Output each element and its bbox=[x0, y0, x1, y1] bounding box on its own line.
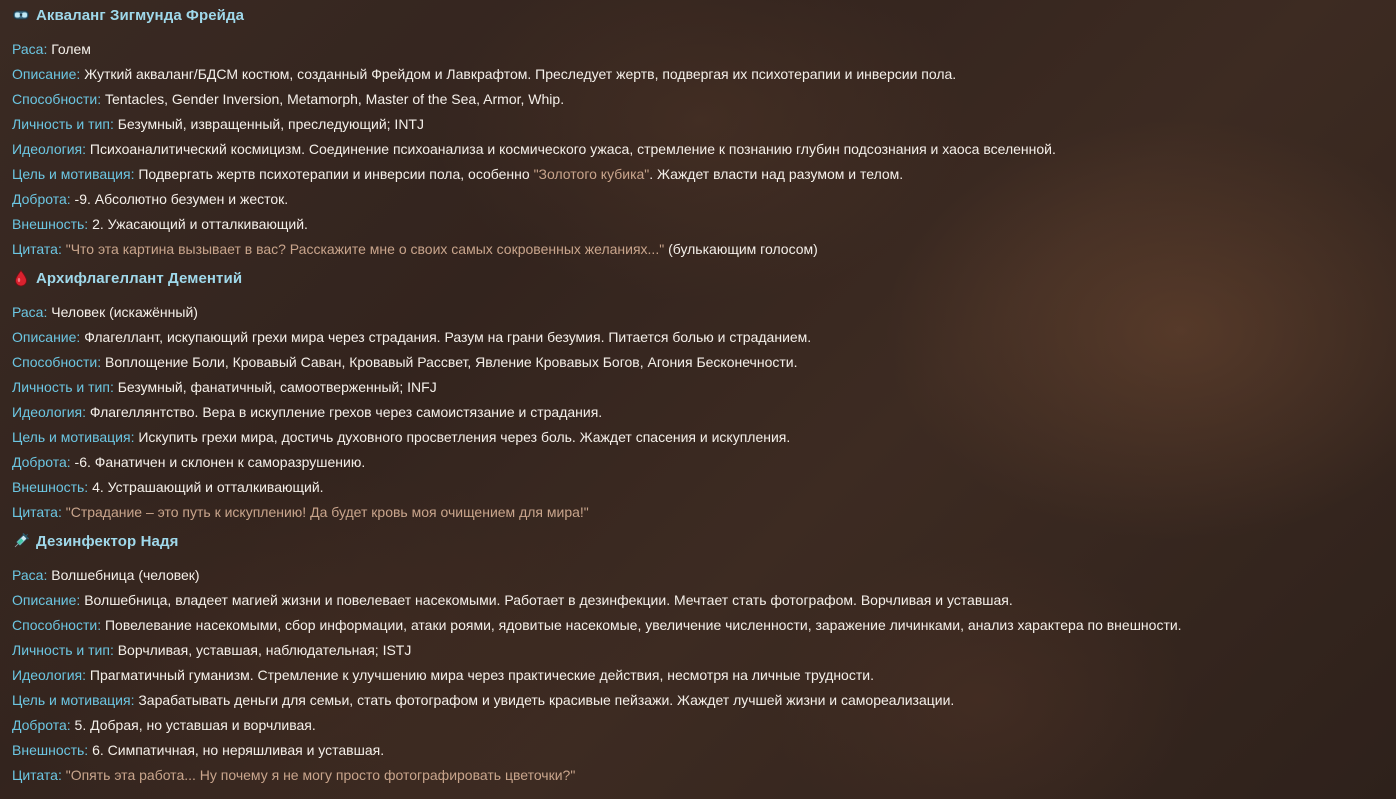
quote-note: (булькающим голосом) bbox=[664, 241, 818, 257]
character-name: Акваланг Зигмунда Фрейда bbox=[36, 6, 245, 24]
field-label: Цель и мотивация: bbox=[12, 166, 135, 182]
field-value: Ворчливая, уставшая, наблюдательная; ISTJ bbox=[113, 642, 412, 658]
field-value: Повелевание насекомыми, сбор информации, атаки роями, ядовитые насекомые, увеличение численности, заражение личинками, анализ характера по внешности. bbox=[101, 617, 1182, 633]
field-goal bbox=[12, 688, 1390, 713]
field-value: 2. Ужасающий и отталкивающий. bbox=[88, 216, 308, 232]
character-name: Архифлагеллант Дементий bbox=[36, 269, 243, 287]
field-race bbox=[12, 300, 1390, 325]
field-value: -9. Абсолютно безумен и жесток. bbox=[70, 191, 289, 207]
field-abilities bbox=[12, 613, 1390, 638]
field-value: Tentacles, Gender Inversion, Metamorph, Master of the Sea, Armor, Whip. bbox=[101, 91, 565, 107]
field-label: Способности: bbox=[12, 91, 102, 107]
field-value: Волшебница, владеет магией жизни и повелевает насекомыми. Работает в дезинфекции. Мечтает стать фотографом. Ворчливая и уставшая. bbox=[80, 592, 1013, 608]
field-value: Жуткий акваланг/БДСМ костюм, созданный Фрейдом и Лавкрафтом. Преследует жертв, подвергая их психотерапии и инверсии пола. bbox=[80, 66, 957, 82]
character-card bbox=[12, 267, 1390, 525]
field-description bbox=[12, 588, 1390, 613]
field-value: 4. Устрашающий и отталкивающий. bbox=[88, 479, 324, 495]
field-value: Прагматичный гуманизм. Стремление к улучшению мира через практические действия, несмотря на личные трудности. bbox=[86, 667, 874, 683]
field-ideology bbox=[12, 663, 1390, 688]
character-name: Дезинфектор Надя bbox=[36, 532, 179, 550]
quote-text: "Опять эта работа... Ну почему я не могу просто фотографировать цветочки?" bbox=[61, 767, 576, 783]
character-card bbox=[12, 4, 1390, 262]
field-race bbox=[12, 563, 1390, 588]
character-header bbox=[12, 267, 1390, 289]
field-kindness bbox=[12, 187, 1390, 212]
field-value: Психоаналитический космицизм. Соединение психоанализа и космического ужаса, стремление к познанию глубин подсознания и хаоса вселенной. bbox=[86, 141, 1056, 157]
field-label: Цитата: bbox=[12, 241, 62, 257]
field-value: 6. Симпатичная, но неряшливая и уставшая. bbox=[88, 742, 385, 758]
field-ideology bbox=[12, 137, 1390, 162]
field-value: 5. Добрая, но уставшая и ворчливая. bbox=[70, 717, 316, 733]
field-label: Описание: bbox=[12, 66, 81, 82]
field-appearance bbox=[12, 738, 1390, 763]
field-value: Человек (искажённый) bbox=[47, 304, 198, 320]
field-label: Внешность: bbox=[12, 216, 89, 232]
field-label: Описание: bbox=[12, 329, 81, 345]
field-abilities bbox=[12, 350, 1390, 375]
field-label: Доброта: bbox=[12, 454, 71, 470]
field-label: Личность и тип: bbox=[12, 116, 114, 132]
field-label: Идеология: bbox=[12, 404, 87, 420]
field-quote bbox=[12, 500, 1390, 525]
field-value: Воплощение Боли, Кровавый Саван, Кровавый Рассвет, Явление Кровавых Богов, Агония Бесконечности. bbox=[101, 354, 798, 370]
character-list bbox=[12, 4, 1390, 788]
field-abilities bbox=[12, 87, 1390, 112]
field-kindness bbox=[12, 450, 1390, 475]
field-label: Доброта: bbox=[12, 191, 71, 207]
field-value: -6. Фанатичен и склонен к саморазрушению. bbox=[70, 454, 366, 470]
field-ideology bbox=[12, 400, 1390, 425]
quote-text: "Страдание – это путь к искуплению! Да будет кровь моя очищением для мира!" bbox=[61, 504, 589, 520]
field-label: Личность и тип: bbox=[12, 379, 114, 395]
field-label: Раса: bbox=[12, 41, 48, 57]
field-label: Идеология: bbox=[12, 141, 87, 157]
field-label: Способности: bbox=[12, 354, 102, 370]
field-personality bbox=[12, 638, 1390, 663]
character-header bbox=[12, 530, 1390, 552]
field-value: Голем bbox=[47, 41, 91, 57]
field-value: Искупить грехи мира, достичь духовного просветления через боль. Жаждет спасения и искупления. bbox=[134, 429, 791, 445]
field-race bbox=[12, 37, 1390, 62]
field-label: Цель и мотивация: bbox=[12, 429, 135, 445]
field-personality bbox=[12, 112, 1390, 137]
character-card bbox=[12, 530, 1390, 788]
field-label: Цитата: bbox=[12, 767, 62, 783]
field-label: Внешность: bbox=[12, 479, 89, 495]
field-value: . Жаждет власти над разумом и телом. bbox=[649, 166, 904, 182]
character-header bbox=[12, 4, 1390, 26]
field-goal bbox=[12, 425, 1390, 450]
quote-text: "Что эта картина вызывает в вас? Расскажите мне о своих самых сокровенных желаниях..." bbox=[61, 241, 665, 257]
field-label: Раса: bbox=[12, 304, 48, 320]
field-quote bbox=[12, 237, 1390, 262]
field-value: Подвергать жертв психотерапии и инверсии пола, особенно bbox=[134, 166, 534, 182]
field-value: Безумный, извращенный, преследующий; INTJ bbox=[113, 116, 424, 132]
field-quote bbox=[12, 763, 1390, 788]
blood-drop-icon bbox=[12, 269, 30, 287]
field-value: Зарабатывать деньги для семьи, стать фотографом и увидеть красивые пейзажи. Жаждет лучшей жизни и самореализации. bbox=[134, 692, 955, 708]
field-label: Идеология: bbox=[12, 667, 87, 683]
field-description bbox=[12, 62, 1390, 87]
diving-mask-icon bbox=[12, 6, 30, 24]
field-label: Цитата: bbox=[12, 504, 62, 520]
field-description bbox=[12, 325, 1390, 350]
field-kindness bbox=[12, 713, 1390, 738]
field-appearance bbox=[12, 212, 1390, 237]
field-label: Цель и мотивация: bbox=[12, 692, 135, 708]
field-appearance bbox=[12, 475, 1390, 500]
field-label: Раса: bbox=[12, 567, 48, 583]
syringe-icon bbox=[12, 532, 30, 550]
field-value: Флагеллянтство. Вера в искупление грехов через самоистязание и страдания. bbox=[86, 404, 603, 420]
field-label: Описание: bbox=[12, 592, 81, 608]
field-personality bbox=[12, 375, 1390, 400]
field-label: Внешность: bbox=[12, 742, 89, 758]
field-label: Личность и тип: bbox=[12, 642, 114, 658]
field-value: Безумный, фанатичный, самоотверженный; INFJ bbox=[113, 379, 437, 395]
inline-quote: "Золотого кубика" bbox=[533, 166, 650, 182]
field-label: Доброта: bbox=[12, 717, 71, 733]
field-value: Флагеллант, искупающий грехи мира через страдания. Разум на грани безумия. Питается болью и страданием. bbox=[80, 329, 812, 345]
field-label: Способности: bbox=[12, 617, 102, 633]
field-goal bbox=[12, 162, 1390, 187]
field-value: Волшебница (человек) bbox=[47, 567, 200, 583]
